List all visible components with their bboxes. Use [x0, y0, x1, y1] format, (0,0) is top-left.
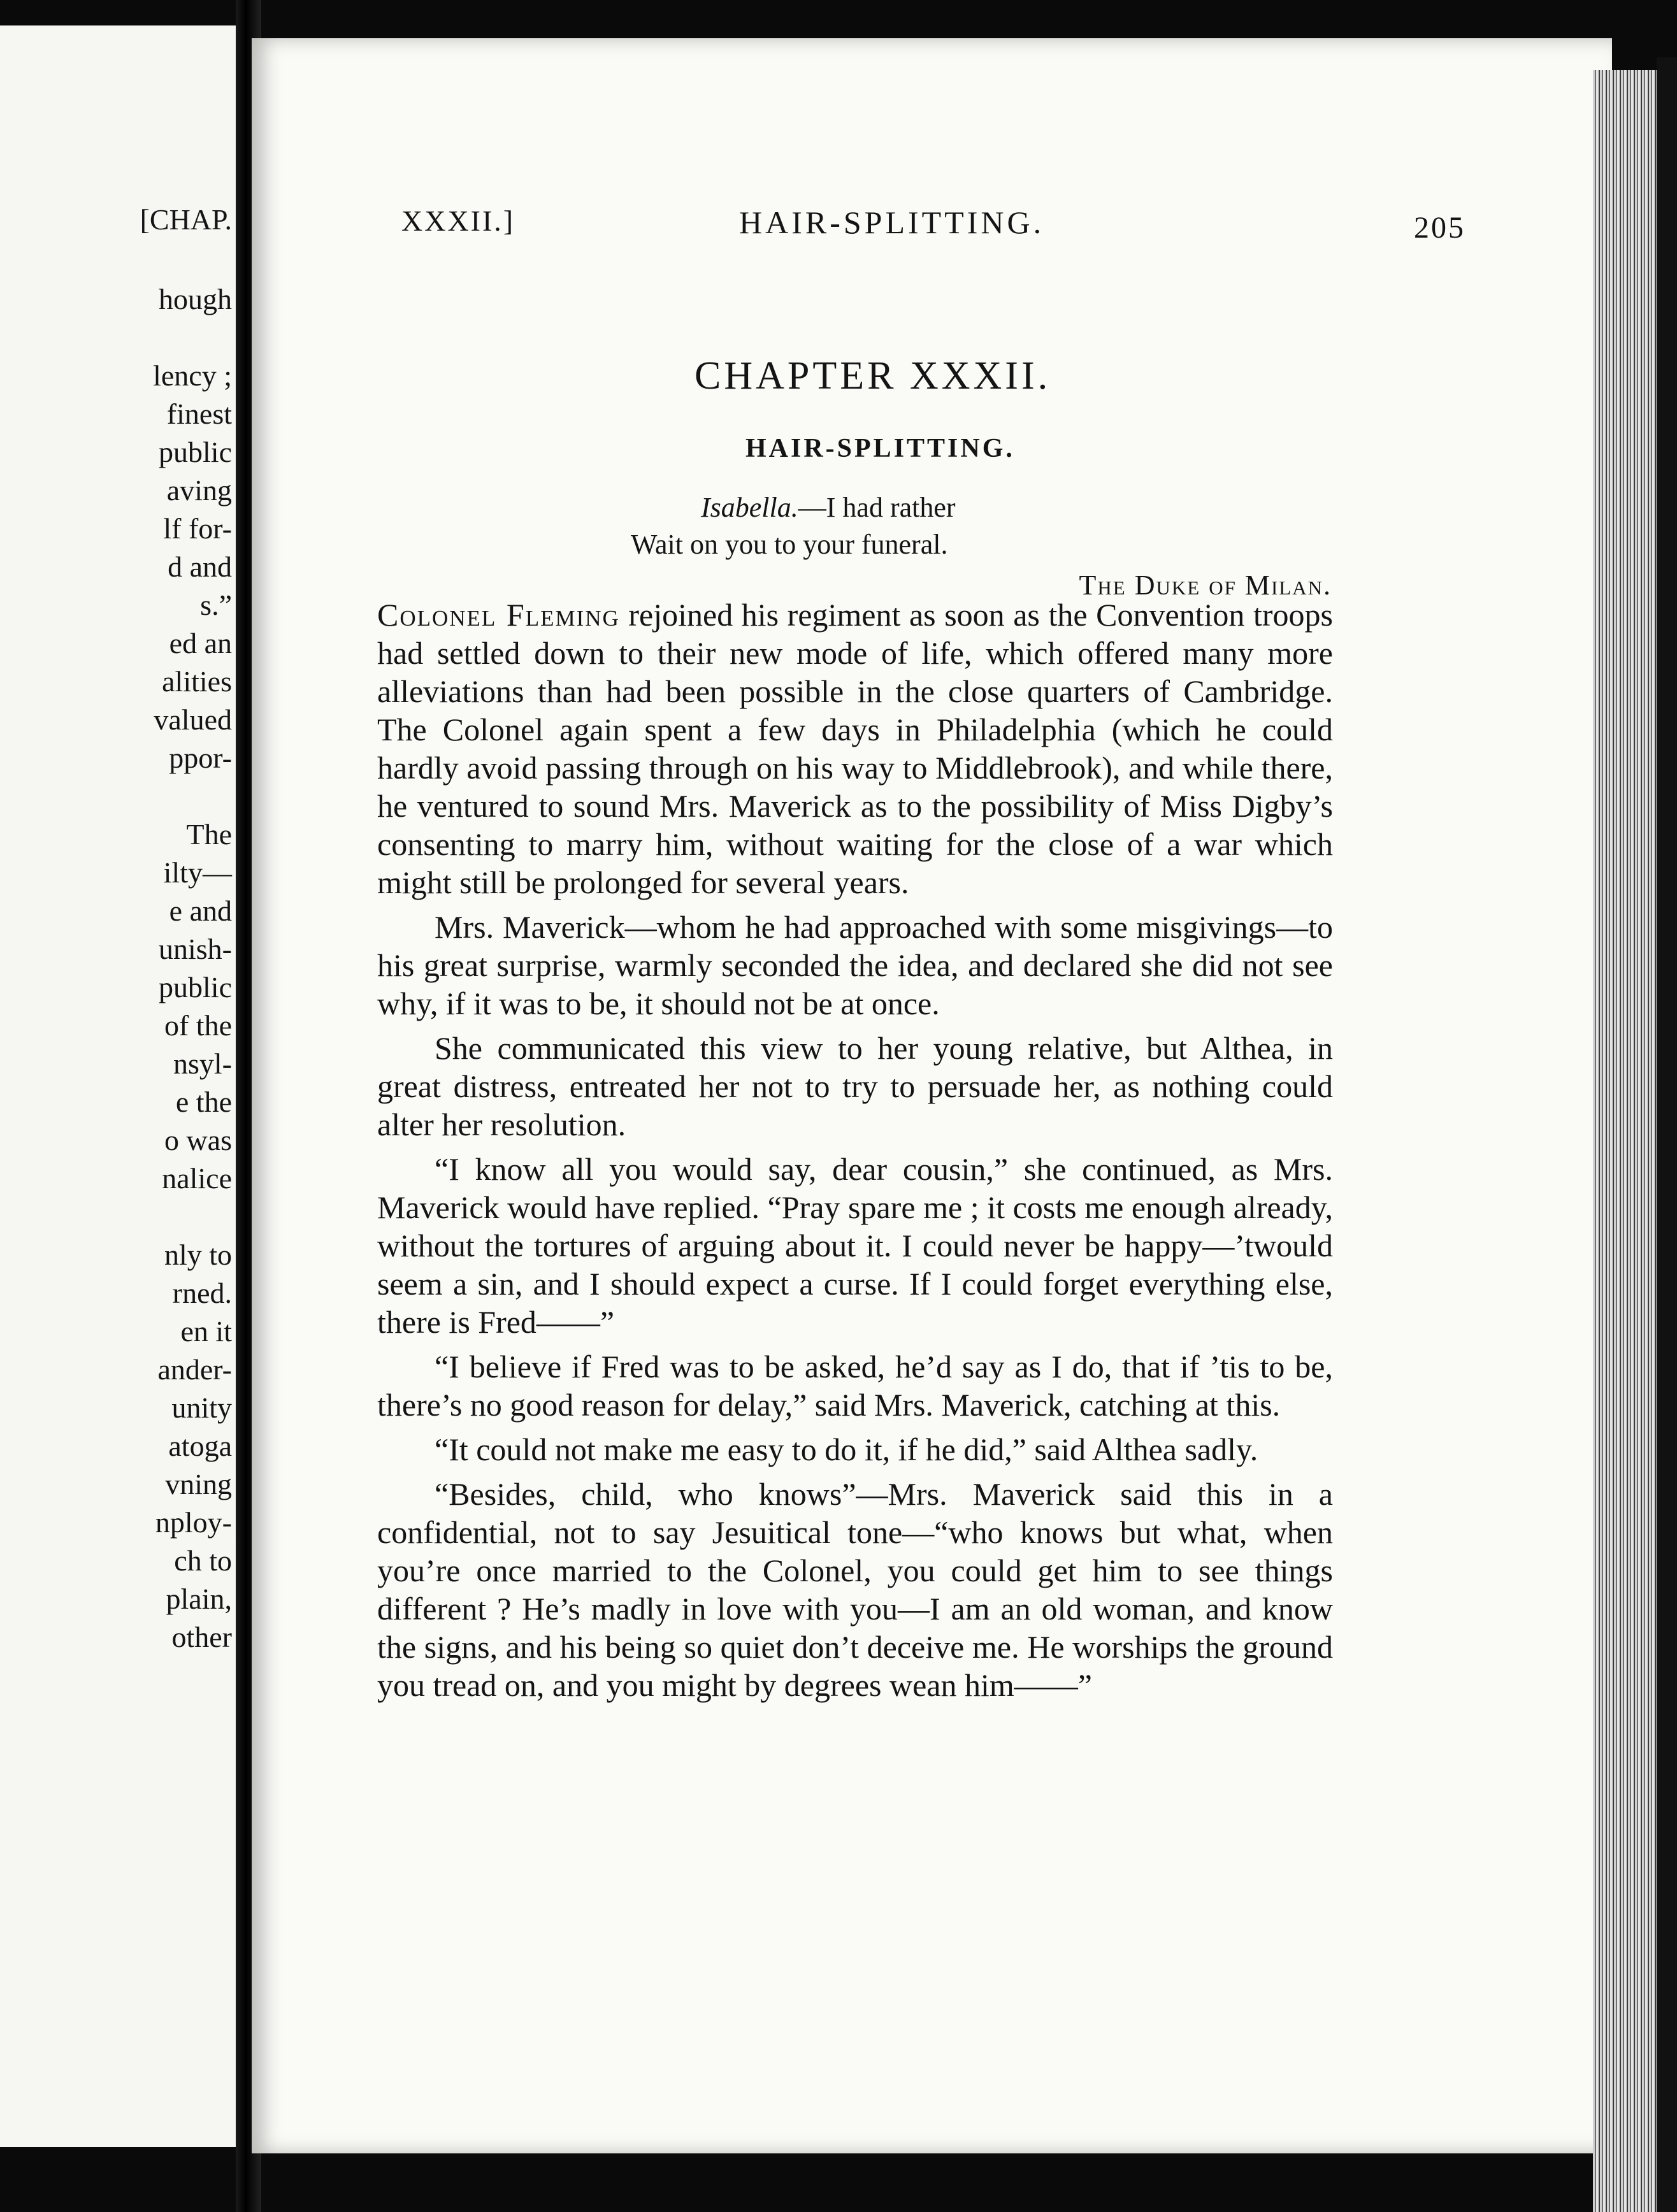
- previous-page-line: plain,: [166, 1583, 232, 1615]
- chapter-body: [377, 596, 1333, 1711]
- previous-page-line: alities: [162, 665, 232, 698]
- previous-page-line: nploy-: [155, 1506, 232, 1539]
- previous-page-line: nsyl-: [173, 1047, 232, 1080]
- running-head-title: HAIR-SPLITTING.: [739, 205, 1045, 240]
- previous-page-line: The: [186, 818, 232, 851]
- paragraph-3: She communicated this view to her young relative, but Althea, in great distress, entreated her not to try to persuade her, as nothing could alter her resolution.: [377, 1030, 1333, 1142]
- previous-page-line: en it: [180, 1315, 232, 1347]
- previous-page-line: unish-: [159, 933, 232, 965]
- previous-page-line: o was: [164, 1124, 232, 1156]
- epigraph-speaker: Isabella.: [701, 492, 798, 523]
- chapter-subtitle: HAIR-SPLITTING.: [745, 434, 1015, 463]
- previous-page-line: lency ;: [153, 359, 232, 392]
- previous-page-line: aving: [166, 474, 232, 506]
- previous-page-line: ch to: [174, 1544, 232, 1577]
- previous-page-line: e and: [169, 894, 232, 927]
- previous-page-line: e the: [175, 1086, 232, 1118]
- previous-page-line: nalice: [162, 1162, 232, 1195]
- epigraph-attribution: The Duke of Milan.: [1079, 570, 1332, 601]
- previous-page-line: [CHAP.: [140, 203, 232, 236]
- chapter-title: CHAPTER XXXII.: [695, 354, 1051, 398]
- running-head: [401, 204, 1465, 248]
- paragraph-2: Mrs. Maverick—whom he had approached with some misgivings—to his great surprise, warmly seconded the idea, and declared she did not see why, if it was to be, it should not be at once.: [377, 909, 1333, 1021]
- previous-page-line: valued: [154, 703, 232, 736]
- epigraph-line-1: [631, 489, 1332, 526]
- previous-page-line: finest: [166, 398, 232, 430]
- paragraph-4: “I know all you would say, dear cousin,” she continued, as Mrs. Maverick would have replied. “Pray spare me ; it costs me enough already, without the tortures of arguing about it. I could never be happy—’twould seem a sin, and I should expect a curse. If I could forget everything else, there is Fred——”: [377, 1151, 1333, 1340]
- page-number: 205: [1414, 211, 1465, 245]
- previous-page-line: other: [171, 1621, 232, 1653]
- page-edge-shadow: [1657, 57, 1677, 2212]
- previous-page-line: nly to: [164, 1239, 232, 1271]
- paragraph-5: “I believe if Fred was to be asked, he’d say as I do, that if ’tis to be, there’s no good reason for delay,” said Mrs. Maverick, catching at this.: [377, 1349, 1333, 1423]
- paragraph-1-text: rejoined his regiment as soon as the Convention troops had settled down to their new mode of life, which offered many more alleviations than had been possible in the close quarters of Cambridge. The Colonel again spent a few days in Philadelphia (which he could hardly avoid passing through on his way to Middlebrook), and while there, he ventured to sound Mrs. Maverick as to the possibility of Miss Digby’s consenting to marry him, without waiting for the close of a war which might still be prolonged for several years.: [377, 597, 1334, 900]
- previous-page-line: vning: [165, 1468, 232, 1500]
- epigraph-line-1-text: —I had rather: [798, 492, 956, 523]
- previous-page-line: of the: [164, 1009, 232, 1042]
- previous-page-line: atoga: [168, 1430, 232, 1462]
- previous-page-line: s.”: [200, 589, 232, 621]
- previous-page-line: unity: [171, 1391, 232, 1424]
- paragraph-1: [377, 596, 1333, 901]
- previous-page-line: ilty—: [163, 856, 232, 889]
- previous-page-line: ppor-: [169, 742, 232, 774]
- previous-page-fragment: [0, 25, 236, 2147]
- previous-page-line: ed an: [169, 627, 232, 659]
- paragraph-1-lead: Colonel Fleming: [377, 597, 620, 633]
- paragraph-7: “Besides, child, who knows”—Mrs. Maverick said this in a confidential, not to say Jesuitical tone—“who knows but what, when you’re once married to the Colonel, you could get him to see things different ? He’s madly in love with you—I am an old woman, and know the signs, and his being so quiet don’t deceive me. He worships the ground you tread on, and you might by degrees wean him——”: [377, 1476, 1333, 1703]
- previous-page-line: public: [159, 971, 232, 1003]
- previous-page-line: ander-: [157, 1353, 232, 1386]
- previous-page-line: public: [159, 436, 232, 468]
- epigraph: [631, 489, 1332, 604]
- previous-page-line: hough: [159, 283, 232, 315]
- previous-page-line: rned.: [172, 1277, 232, 1309]
- previous-page-line: lf for-: [163, 512, 232, 545]
- previous-page-line: d and: [168, 550, 232, 583]
- running-head-chapter: XXXII.]: [401, 205, 515, 237]
- paragraph-6: “It could not make me easy to do it, if he did,” said Althea sadly.: [435, 1432, 1258, 1467]
- epigraph-line-2: Wait on you to your funeral.: [631, 529, 948, 560]
